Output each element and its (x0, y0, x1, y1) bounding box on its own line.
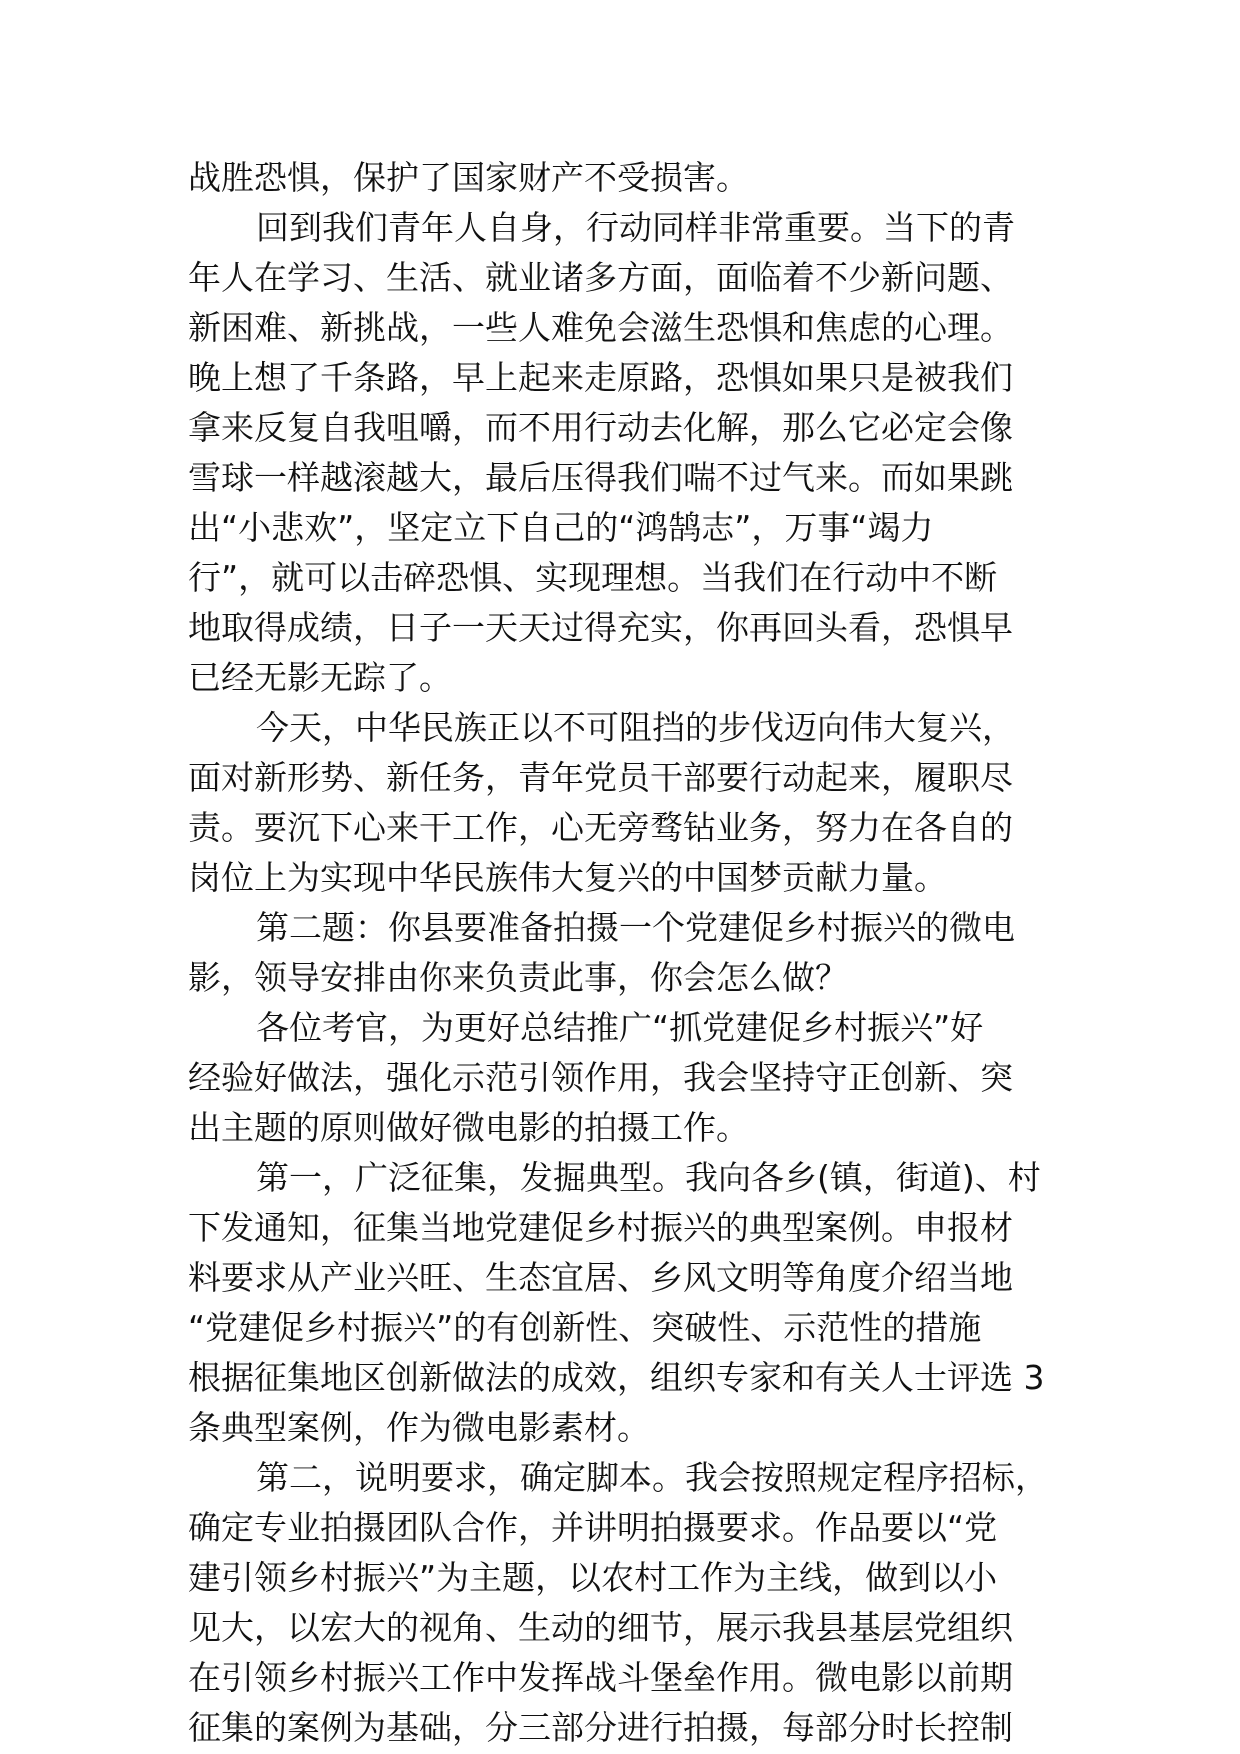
text-line: 行”，就可以击碎恐惧、实现理想。当我们在行动中不断 (188, 558, 998, 597)
text-line: 下发通知，征集当地党建促乡村振兴的典型案例。申报材 (188, 1208, 1013, 1247)
text-line: 面对新形势、新任务，青年党员干部要行动起来，履职尽 (188, 758, 1013, 797)
text-line: 经验好做法，强化示范引领作用，我会坚持守正创新、突 (188, 1058, 1013, 1097)
text-line: 影，领导安排由你来负责此事，你会怎么做？ (188, 958, 848, 997)
text-line: 出主题的原则做好微电影的拍摄工作。 (188, 1108, 749, 1147)
text-line: 第二，说明要求，确定脚本。我会按照规定程序招标， (256, 1458, 1048, 1497)
text-line: 出“小悲欢”，坚定立下自己的“鸿鹄志”，万事“竭力 (188, 508, 934, 547)
text-line: 第一，广泛征集，发掘典型。我向各乡(镇，街道)、村 (256, 1158, 1041, 1197)
text-line: 岗位上为实现中华民族伟大复兴的中国梦贡献力量。 (188, 858, 947, 897)
text-line: “党建促乡村振兴”的有创新性、突破性、示范性的措施 (188, 1308, 982, 1347)
text-line: 拿来反复自我咀嚼，而不用行动去化解，那么它必定会像 (188, 408, 1013, 447)
text-line: 雪球一样越滚越大，最后压得我们喘不过气来。而如果跳 (188, 458, 1013, 497)
text-line: 已经无影无踪了。 (188, 658, 452, 697)
text-line: 建引领乡村振兴”为主题，以农村工作为主线，做到以小 (188, 1558, 998, 1597)
text-line: 战胜恐惧，保护了国家财产不受损害。 (188, 158, 749, 197)
document-body (188, 153, 1068, 1753)
text-line: 见大，以宏大的视角、生动的细节，展示我县基层党组织 (188, 1608, 1013, 1647)
text-line: 在引领乡村振兴工作中发挥战斗堡垒作用。微电影以前期 (188, 1658, 1013, 1697)
text-line: 料要求从产业兴旺、生态宜居、乡风文明等角度介绍当地 (188, 1258, 1013, 1297)
text-line: 地取得成绩，日子一天天过得充实，你再回头看，恐惧早 (188, 608, 1013, 647)
text-line: 确定专业拍摄团队合作，并讲明拍摄要求。作品要以“党 (188, 1508, 998, 1547)
text-line: 条典型案例，作为微电影素材。 (188, 1408, 650, 1447)
text-line: 今天，中华民族正以不可阻挡的步伐迈向伟大复兴， (256, 708, 1015, 747)
text-line: 各位考官，为更好总结推广“抓党建促乡村振兴”好 (256, 1008, 984, 1047)
text-line: 根据征集地区创新做法的成效，组织专家和有关人士评选 3 (188, 1358, 1045, 1397)
text-line: 第二题：你县要准备拍摄一个党建促乡村振兴的微电 (256, 908, 1015, 947)
text-line: 晚上想了千条路，早上起来走原路，恐惧如果只是被我们 (188, 358, 1013, 397)
text-line: 征集的案例为基础，分三部分进行拍摄，每部分时长控制 (188, 1708, 1013, 1747)
text-line: 新困难、新挑战，一些人难免会滋生恐惧和焦虑的心理。 (188, 308, 1013, 347)
text-line: 责。要沉下心来干工作，心无旁骛钻业务，努力在各自的 (188, 808, 1013, 847)
text-line: 年人在学习、生活、就业诸多方面，面临着不少新问题、 (188, 258, 1013, 297)
text-line: 回到我们青年人自身，行动同样非常重要。当下的青 (256, 208, 1015, 247)
